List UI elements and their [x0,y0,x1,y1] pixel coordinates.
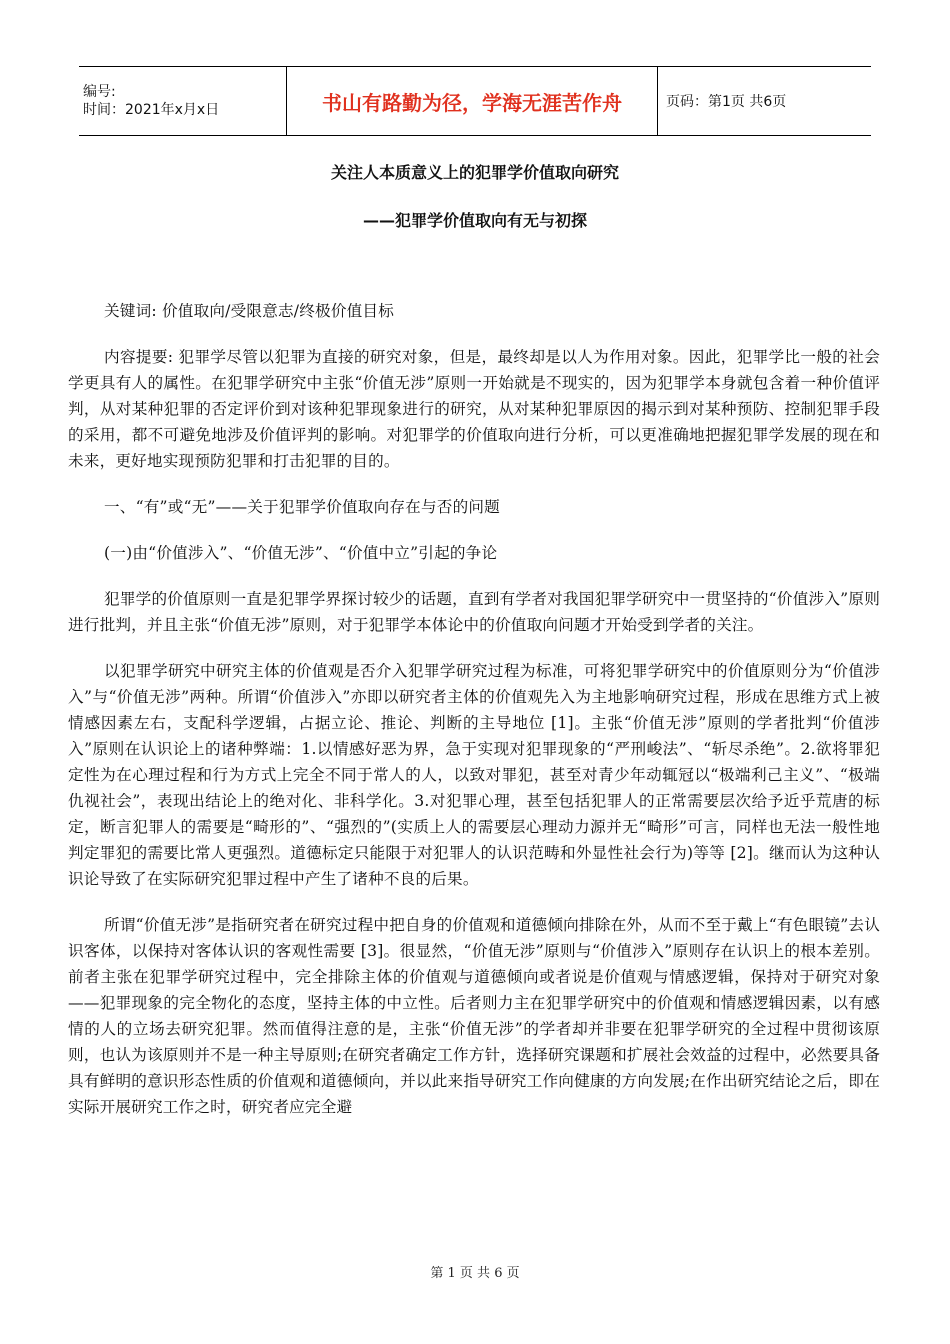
header-motto: 书山有路勤为径，学海无涯苦作舟 [287,67,658,136]
document-header [79,66,871,136]
document-body [68,298,880,1120]
body-paragraph: 所谓“价值无涉”是指研究者在研究过程中把自身的价值观和道德倾向排除在外，从而不至于戴上“有色眼镜”去认识客体，以保持对客体认识的客观性需要 [3]。很显然，“价值无涉”原则与“价值涉入”原则存在认识上的根本差别。前者主张在犯罪学研究过程中，完全排除主体的价值观与道德倾向或者说是价值观与情感逻辑，保持对于研究对象——犯罪现象的完全物化的态度，坚持主体的中立性。后者则力主在犯罪学研究中的价值观和情感逻辑因素，以有感情的人的立场去研究犯罪。然而值得注意的是，主张“价值无涉”的学者却并非要在犯罪学研究的全过程中贯彻该原则，也认为该原则并不是一种主导原则;在研究者确定工作方针，选择研究课题和扩展社会效益的过程中，必然要具备具有鲜明的意识形态性质的价值观和道德倾向，并以此来指导研究工作向健康的方向发展;在作出研究结论之后，即在实际开展研究工作之时，研究者应完全避 [68,916,880,1116]
code-label: 编号: [83,84,116,100]
section-heading: 一、“有”或“无”——关于犯罪学价值取向存在与否的问题 [104,498,500,516]
header-meta [79,67,287,136]
document-subtitle: ——犯罪学价值取向有无与初探 [362,211,587,230]
document-title: 关注人本质意义上的犯罪学价值取向研究 [330,163,619,182]
abstract-paragraph: 内容提要: 犯罪学尽管以犯罪为直接的研究对象，但是，最终却是以人为作用对象。因此，犯罪学比一般的社会学更具有人的属性。在犯罪学研究中主张“价值无涉”原则一开始就是不现实的，因为犯罪学本身就包含着一种价值评判，从对某种犯罪的否定评价到对该种犯罪现象进行的研究，从对某种犯罪原因的揭示到对某种预防、控制犯罪手段的采用，都不可避免地涉及价值评判的影响。对犯罪学的价值取向进行分析，可以更准确地把握犯罪学发展的现在和未来，更好地实现预防犯罪和打击犯罪的目的。 [68,348,880,470]
body-paragraph: 犯罪学的价值原则一直是犯罪学界探讨较少的话题，直到有学者对我国犯罪学研究中一贯坚持的“价值涉入”原则进行批判，并且主张“价值无涉”原则，对于犯罪学本体论中的价值取向问题才开始受到学者的关注。 [68,590,880,634]
page-footer: 第 1 页 共 6 页 [430,1266,520,1281]
subsection-heading: (一)由“价值涉入”、“价值无涉”、“价值中立”引起的争论 [104,544,498,562]
keywords-paragraph: 关键词: 价值取向/受限意志/终极价值目标 [104,302,395,320]
header-page-info: 页码：第1页 共6页 [658,67,872,136]
time-label: 时间：2021年x月x日 [83,102,220,118]
body-paragraph: 以犯罪学研究中研究主体的价值观是否介入犯罪学研究过程为标准，可将犯罪学研究中的价值原则分为“价值涉入”与“价值无涉”两种。所谓“价值涉入”亦即以研究者主体的价值观先入为主地影响研究过程，形成在思维方式上被情感因素左右，支配科学逻辑，占据立论、推论、判断的主导地位 [1]。主张“价值无涉”原则的学者批判“价值涉入”原则在认识论上的诸种弊端：1.以情感好恶为界，急于实现对犯罪现象的“严刑峻法”、“斩尽杀绝”。2.欲将罪犯定性为在心理过程和行为方式上完全不同于常人的人，以致对罪犯，甚至对青少年动辄冠以“极端利己主义”、“极端仇视社会”，表现出结论上的绝对化、非科学化。3.对犯罪心理，甚至包括犯罪人的正常需要层次给予近乎荒唐的标定，断言犯罪人的需要是“畸形的”、“强烈的”(实质上人的需要层心理动力源并无“畸形”可言，同样也无法一般性地判定罪犯的需要比常人更强烈。道德标定只能限于对犯罪人的认识范畴和外显性社会行为)等等 [2]。继而认为这种认识论导致了在实际研究犯罪过程中产生了诸种不良的后果。 [68,662,880,888]
